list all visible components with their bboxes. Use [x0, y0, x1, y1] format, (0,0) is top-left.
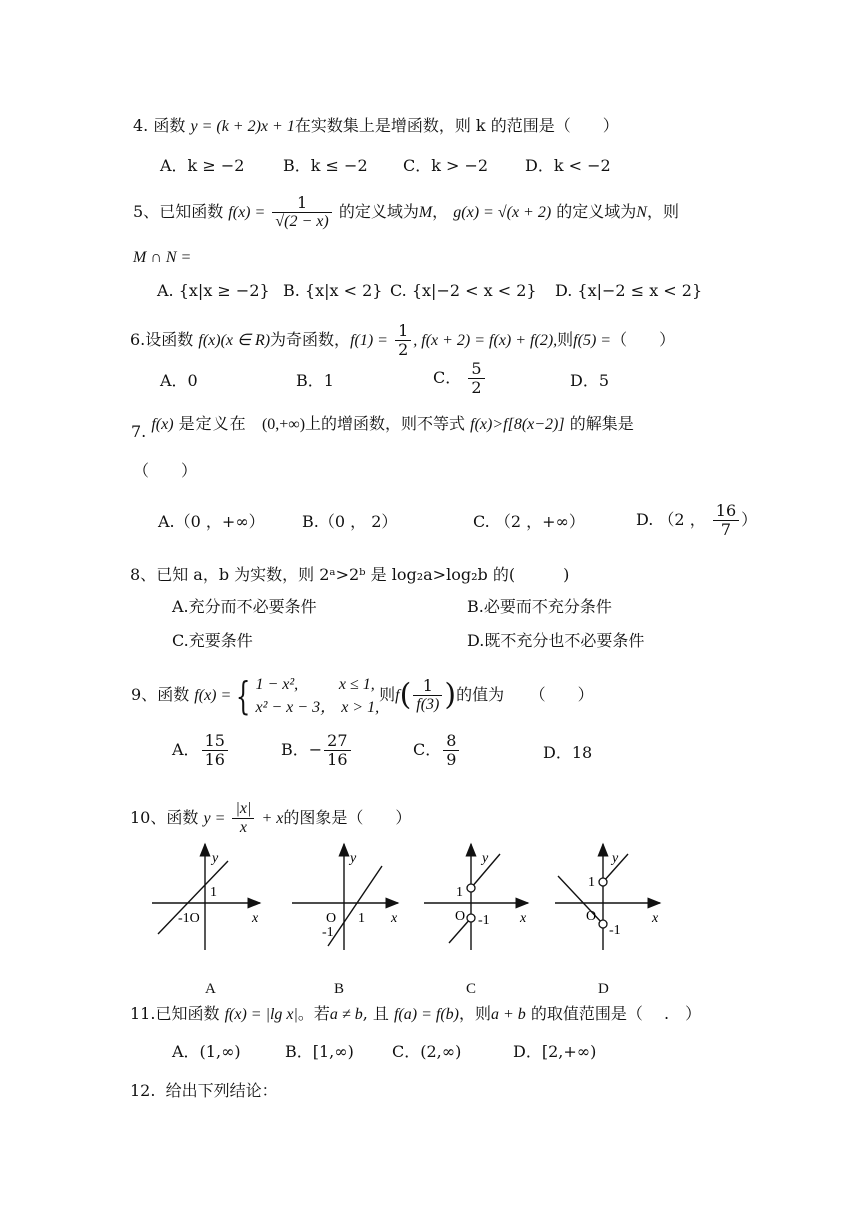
q7-d-num: 16 [713, 502, 739, 521]
q11-text4: ，则 [458, 1004, 491, 1023]
q7-option-d [636, 502, 757, 539]
q7-number: 7. [131, 422, 147, 441]
q7-d-close: ） [741, 510, 758, 529]
q10-pre: 函数 [166, 808, 199, 827]
q12-stem [130, 1081, 278, 1101]
q10-den: x [239, 819, 247, 836]
q10-num: |x| [232, 800, 254, 819]
graph-c-one: 1 [456, 885, 463, 900]
q4-formula: y = (k + 2)x + 1 [190, 118, 295, 135]
q9-value: 的值为 [456, 685, 505, 704]
q6-half-den: 2 [398, 340, 409, 359]
q11-cond: a ≠ b [329, 1006, 363, 1023]
q11-stem [130, 1004, 701, 1025]
q11-option-c: C．(2,∞) [392, 1042, 462, 1061]
q7-option-d-label: D. （2 ， [636, 510, 706, 529]
q8-option-a: A.充分而不必要条件 [172, 597, 317, 616]
q5-f-numerator: 1 [272, 194, 331, 213]
q5-set-m: M [418, 204, 433, 221]
graph-a-x-label: x [252, 911, 259, 926]
q9-f: f(x) = [194, 687, 232, 704]
graph-c-caption: C [466, 981, 477, 997]
q5-mid2: 的定义域为 [556, 202, 637, 221]
graph-d-neg-one: -1 [609, 923, 621, 938]
graph-c-y-label: y [482, 851, 489, 866]
q9-paren: （ ） [529, 685, 594, 704]
q4-option-d: D．k < −2 [525, 156, 611, 175]
q9-case2: x² − x − 3， [255, 698, 337, 716]
q11-text2: 。若 [297, 1004, 330, 1023]
q8-number: 8、 [130, 565, 157, 584]
q4-option-b: B．k ≤ −2 [283, 156, 368, 175]
q4-pre: 函数 [153, 116, 186, 135]
q9-option-a [172, 732, 230, 769]
graph-c-neg-one: -1 [478, 913, 490, 928]
q11-number: 11. [130, 1004, 156, 1023]
q7-d-den: 7 [720, 520, 732, 539]
q6-option-d: D．5 [570, 371, 610, 390]
q9-option-a-fraction [202, 732, 228, 769]
q8-stem [130, 565, 569, 585]
q9-cond1: x ≤ 1, [338, 675, 375, 693]
q6-odd: 为奇函数， [270, 330, 351, 349]
q7-option-d-fraction [713, 502, 739, 539]
graph-b-caption: B [334, 981, 345, 997]
q6-stem [130, 322, 675, 359]
q8-option-d: D.既不充分也不必要条件 [467, 631, 645, 650]
q9-cond2: x > 1, [341, 698, 380, 716]
q8-option-c: C.充要条件 [172, 631, 253, 650]
q6-half-num: 1 [395, 322, 411, 341]
q9-inner-num: 1 [413, 677, 442, 696]
q9-then: 则 [379, 685, 396, 704]
q10-post: 的图象是（ ） [283, 808, 412, 827]
q6-option-a: A．0 [160, 371, 198, 390]
q11-text1: 已知函数 [155, 1004, 220, 1023]
graph-c-x-label: x [520, 911, 527, 926]
q7-paren: （ ） [133, 461, 198, 480]
q9-a-num: 15 [202, 732, 228, 751]
q4-post: 在实数集上是增函数，则 k 的范围是（ ） [294, 116, 619, 135]
q5-option-c: C. {x|−2 < x < 2} [390, 281, 537, 300]
q5-pre: 已知函数 [159, 202, 224, 221]
graph-d-one: 1 [588, 875, 595, 890]
q6-then: 则 [557, 330, 574, 349]
q11-text5: 的取值范围是（ . ） [530, 1004, 702, 1023]
q11-option-a: A．(1,∞) [172, 1042, 241, 1061]
q10-y: y = [203, 810, 226, 827]
q6-c-num: 5 [468, 360, 484, 379]
q5-set-n: N [636, 204, 647, 221]
q5-line2: M ∩ N = [133, 249, 192, 266]
q9-option-b-fraction [324, 732, 350, 769]
graph-d-x-label: x [652, 911, 659, 926]
q6-pre: 设函数 [145, 330, 194, 349]
q5-f-fraction [272, 194, 331, 231]
q6-number: 6. [130, 330, 146, 349]
graph-b-line [328, 866, 382, 946]
q10-graphs [0, 830, 860, 1010]
q5-f-denominator: √(2 − x) [275, 213, 329, 230]
graph-d-open-point-bottom [599, 920, 607, 928]
q9-option-c-fraction [443, 732, 459, 769]
q9-option-c-label: C． [413, 740, 442, 759]
graph-d-open-point-top [599, 878, 607, 886]
q9-c-den: 9 [446, 750, 457, 769]
q6-c-den: 2 [471, 378, 482, 397]
graph-c [424, 844, 528, 950]
q5-mid1: 的定义域为 [338, 202, 419, 221]
q11-sum: a + b [491, 1006, 526, 1023]
q7-t2: 上的增函数，则不等式 [305, 414, 466, 433]
q9-stem: 9、函数 f(x) = { 1 − x², x ≤ 1, x² − x − 3， x > 1, 则f( $\frac{1}{f(3)}$ )的值为 （ ） [131, 673, 594, 718]
graph-d-lower-ray [558, 876, 603, 924]
graph-a-origin: -1O [178, 911, 200, 926]
q11-eq: f(a) = f(b) [393, 1006, 459, 1023]
q6-f5: f(5) = [573, 332, 612, 349]
q5-end: ，则 [646, 202, 679, 221]
graph-d-y-label: y [612, 851, 619, 866]
q4-number: 4. [133, 116, 149, 135]
graph-c-origin: O [455, 909, 466, 924]
q7-stem [131, 414, 634, 441]
graph-b-x-label: x [391, 911, 398, 926]
q6-option-c-label: C． [433, 368, 462, 387]
q9-case1: 1 − x², [255, 675, 299, 693]
q9-option-c [413, 732, 461, 769]
q5-f-lhs: f(x) = [228, 204, 266, 221]
q6-relation: , f(x + 2) = f(x) + f(2), [413, 332, 558, 349]
q7-option-c: C. （2 ，+∞） [473, 512, 585, 531]
q12-number: 12. [130, 1081, 156, 1100]
q9-a-den: 16 [204, 750, 225, 769]
q6-half [395, 322, 411, 359]
q9-brace: { [236, 673, 251, 718]
graph-b-one: 1 [358, 911, 365, 926]
q12-text: 给出下列结论： [165, 1081, 278, 1100]
q8-option-b: B.必要而不充分条件 [467, 597, 612, 616]
graph-c-open-point-bottom [467, 914, 475, 922]
graph-d-origin: O [586, 909, 597, 924]
q7-t3: 的解集是 [569, 414, 634, 433]
q7-t1: 是定义在 [178, 414, 247, 433]
q9-c-num: 8 [443, 732, 459, 751]
q7-f: f(x) [151, 416, 174, 433]
graph-d-caption: D [598, 981, 609, 997]
q4-stem [133, 116, 619, 137]
q5-option-b: B. {x|x < 2} [283, 281, 383, 300]
graph-a-one: 1 [210, 885, 217, 900]
q9-b-num: 27 [324, 732, 350, 751]
q9-option-a-label: A． [172, 740, 200, 759]
graph-a [152, 844, 260, 950]
graph-d [555, 844, 660, 950]
q6-f1: f(1) = [350, 332, 388, 349]
q9-number: 9、 [131, 685, 158, 704]
q7-inequality: f(x)>f[8(x−2)] [470, 416, 565, 433]
q7-option-b: B.（0 ， 2） [302, 512, 398, 531]
q4-option-a: A．k ≥ −2 [160, 156, 245, 175]
q9-pre: 函数 [157, 685, 190, 704]
q6-paren: （ ） [611, 330, 676, 349]
q5-stem [133, 194, 679, 231]
graph-a-y-label: y [212, 851, 219, 866]
graph-b-neg-one: -1 [322, 925, 334, 940]
q6-domain: f(x)(x ∈ R) [198, 332, 271, 349]
q6-option-c [433, 360, 487, 397]
q9-option-b [281, 732, 353, 769]
q10-number: 10、 [130, 808, 167, 827]
q5-option-d: D. {x|−2 ≤ x < 2} [555, 281, 703, 300]
q5-g: g(x) = √(x + 2) [453, 204, 552, 221]
graph-a-caption: A [205, 981, 216, 997]
q9-inner-den: f(3) [416, 696, 440, 713]
q9-option-d: D．18 [543, 743, 593, 762]
q9-option-b-label: B．− [281, 740, 323, 759]
q9-inner-fraction [413, 677, 442, 714]
q11-f: f(x) = |lg x| [224, 1006, 298, 1023]
graph-c-open-point-top [467, 884, 475, 892]
q10-plus: + x [261, 810, 284, 827]
graph-b [292, 844, 398, 950]
q9-cases [255, 673, 379, 719]
q5-sep: ， [432, 202, 449, 221]
q9-fname: f [395, 687, 400, 704]
q6-option-c-fraction [468, 360, 484, 397]
q7-interval: (0,+∞) [261, 416, 306, 433]
graph-b-y-label: y [350, 851, 357, 866]
q11-option-b: B．[1,∞) [285, 1042, 354, 1061]
q5-option-a: A. {x|x ≥ −2} [157, 281, 270, 300]
graph-b-origin: O [326, 911, 337, 926]
q7-option-a: A.（0 ，+∞） [158, 512, 265, 531]
q11-option-d: D．[2,+∞) [513, 1042, 597, 1061]
q11-text3: , 且 [362, 1004, 389, 1023]
q9-b-den: 16 [327, 750, 348, 769]
q6-option-b: B．1 [296, 371, 334, 390]
q4-option-c: C．k > −2 [403, 156, 489, 175]
q8-text: 已知 a，b 为实数，则 2ᵃ>2ᵇ 是 log₂a>log₂b 的( ) [156, 565, 570, 584]
q5-number: 5、 [133, 202, 160, 221]
